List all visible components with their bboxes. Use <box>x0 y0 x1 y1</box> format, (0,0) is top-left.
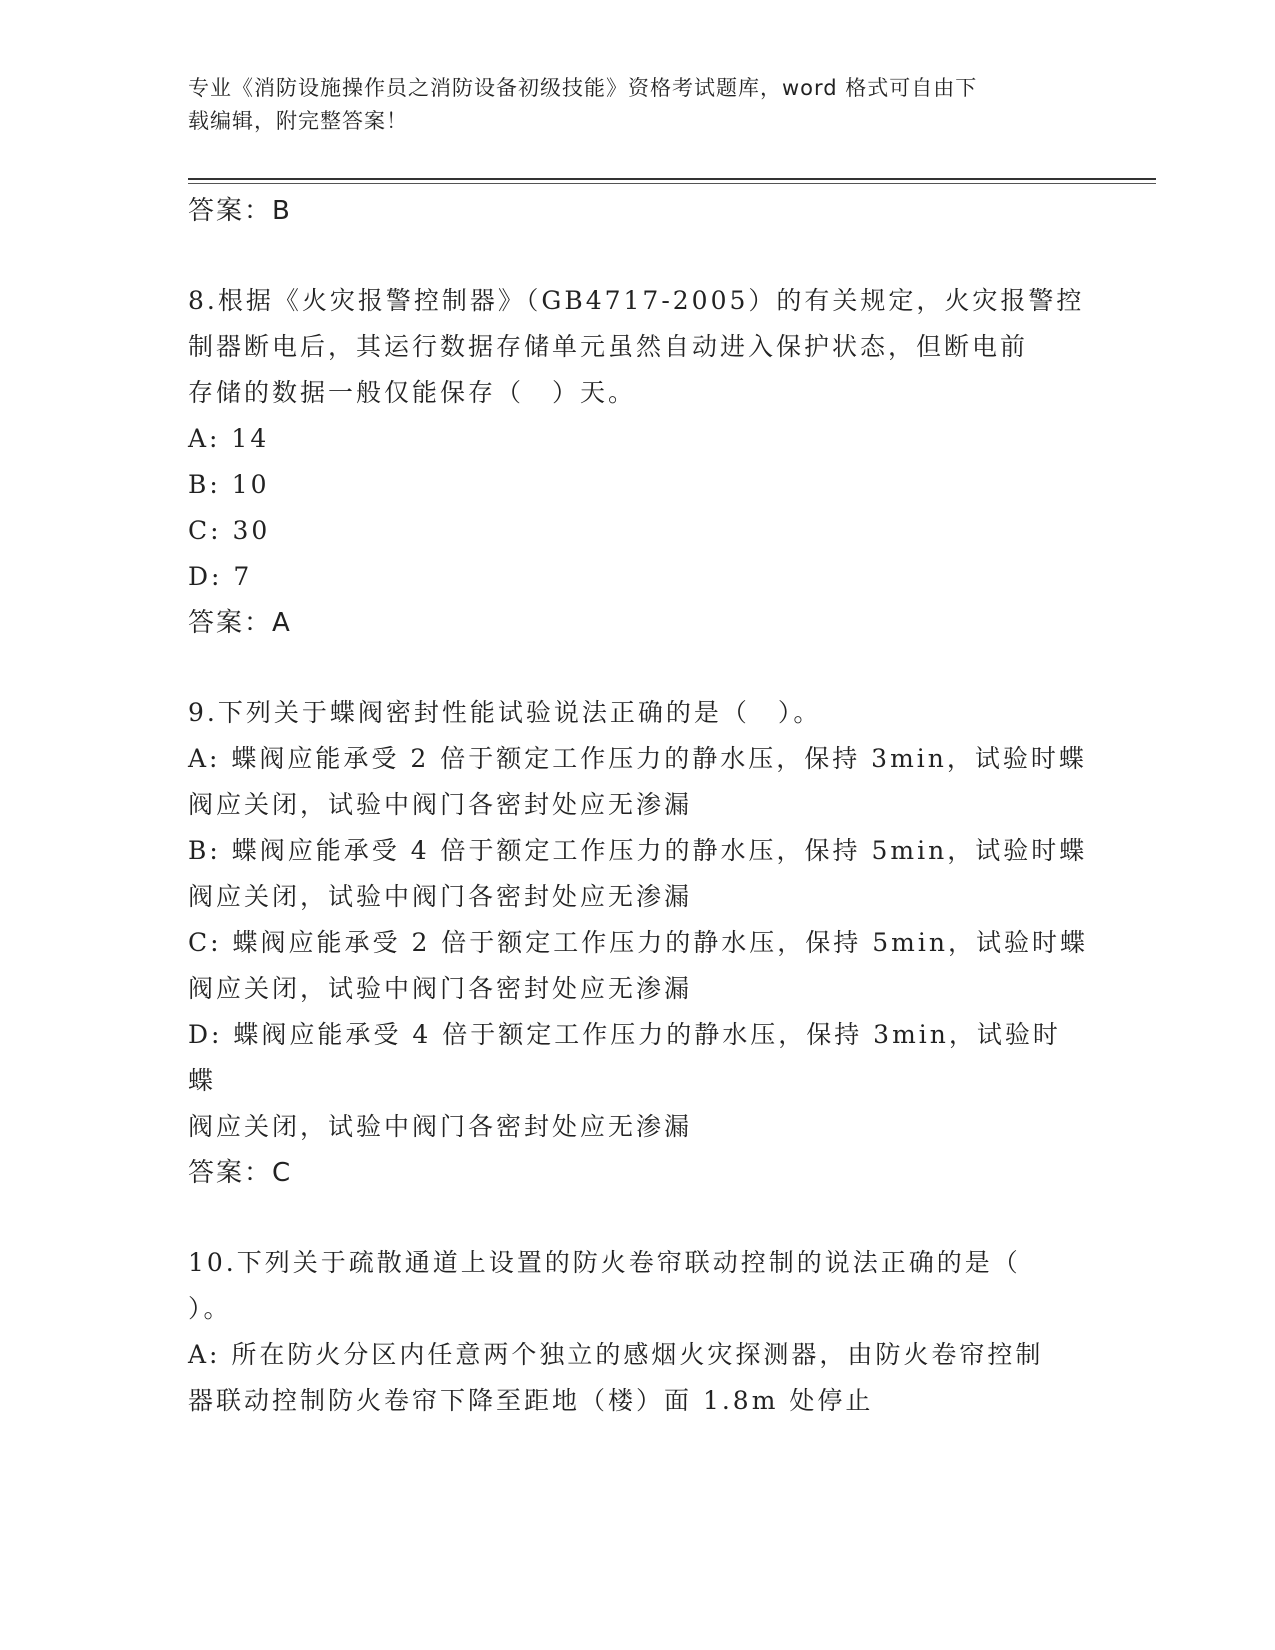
question-list <box>188 188 1088 1424</box>
option-item <box>188 920 1088 1012</box>
option-text-line: D: 7 <box>188 562 253 591</box>
option-item <box>188 508 1088 554</box>
option-item <box>188 828 1088 920</box>
option-text-line: D: 蝶阀应能承受 4 倍于额定工作压力的静水压，保持 3min，试验时蝶 <box>188 1020 1061 1095</box>
option-item <box>188 462 1088 508</box>
answer-line: 答案：C <box>188 1158 293 1188</box>
option-text-line: A: 所在防火分区内任意两个独立的感烟火灾探测器，由防火卷帘控制 <box>188 1340 1044 1369</box>
question-text-line: 存储的数据一般仅能保存（ ）天。 <box>188 378 637 407</box>
option-item <box>188 736 1088 828</box>
option-item <box>188 416 1088 462</box>
header-line-2: 载编辑，附完整答案！ <box>188 109 408 133</box>
page-header <box>188 72 1088 138</box>
question-gap <box>188 646 1088 690</box>
option-text-line: 器联动控制防火卷帘下降至距地（楼）面 1.8m 处停止 <box>188 1386 874 1415</box>
question-block <box>188 278 1088 646</box>
question-text-line: 9.下列关于蝶阀密封性能试验说法正确的是（ ）。 <box>188 698 822 727</box>
option-text-line: B: 10 <box>188 470 270 499</box>
option-text-line: 阀应关闭，试验中阀门各密封处应无渗漏 <box>188 1112 693 1141</box>
question-text-line: 10.下列关于疏散通道上设置的防火卷帘联动控制的说法正确的是（ <box>188 1248 1021 1277</box>
header-rule-thick <box>188 178 1156 180</box>
option-text-line: A: 蝶阀应能承受 2 倍于额定工作压力的静水压，保持 3min，试验时蝶 <box>188 744 1087 773</box>
question-text-line: 8.根据《火灾报警控制器》（GB4717-2005）的有关规定，火灾报警控 <box>188 286 1085 315</box>
question-gap <box>188 234 1088 278</box>
option-text-line: 阀应关闭，试验中阀门各密封处应无渗漏 <box>188 974 693 1003</box>
option-text-line: C: 30 <box>188 516 271 545</box>
option-item <box>188 1012 1088 1150</box>
header-rule-thin <box>188 183 1156 184</box>
header-line-1: 专业《消防设施操作员之消防设备初级技能》资格考试题库，word 格式可自由下 <box>188 76 978 100</box>
previous-answer: 答案：B <box>188 196 292 226</box>
answer-line: 答案：A <box>188 608 292 638</box>
option-item <box>188 1332 1088 1424</box>
question-block <box>188 690 1088 1196</box>
option-text-line: C: 蝶阀应能承受 2 倍于额定工作压力的静水压，保持 5min，试验时蝶 <box>188 928 1088 957</box>
option-item <box>188 554 1088 600</box>
question-text-line: ）。 <box>188 1294 232 1323</box>
option-text-line: 阀应关闭，试验中阀门各密封处应无渗漏 <box>188 790 693 819</box>
question-gap <box>188 1196 1088 1240</box>
question-text-line: 制器断电后，其运行数据存储单元虽然自动进入保护状态，但断电前 <box>188 332 1029 361</box>
question-block <box>188 1240 1088 1424</box>
option-text-line: A: 14 <box>188 424 270 453</box>
option-text-line: B: 蝶阀应能承受 4 倍于额定工作压力的静水压，保持 5min，试验时蝶 <box>188 836 1088 865</box>
option-text-line: 阀应关闭，试验中阀门各密封处应无渗漏 <box>188 882 693 911</box>
